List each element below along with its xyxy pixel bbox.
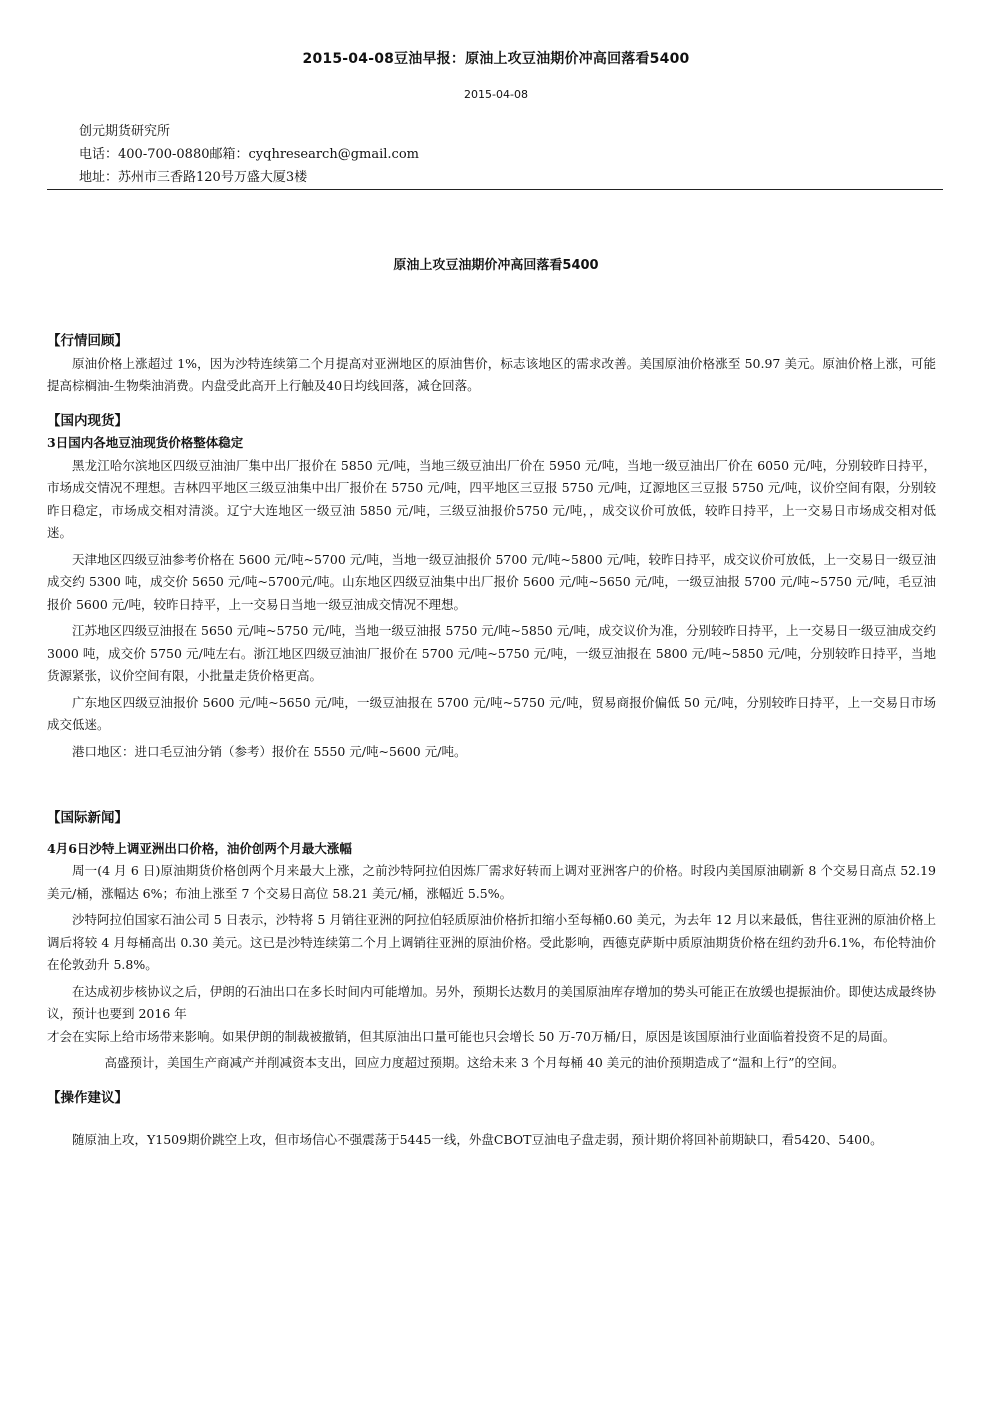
paragraph: 天津地区四级豆油参考价格在 5600 元/吨~5700 元/吨，当地一级豆油报价 5700 元/吨~5800 元/吨，较昨日持平，成交议价可放低，上一交易日一级豆油成交约 5300 吨，成交价 5650 元/吨~5700元/吨。山东地区四级豆油集中出厂报价 5600 元/吨~5650 元/吨，一级豆油报 5700 元/吨~5750 元/吨，毛豆油报价 5600 元/吨，较昨日持平，上一交易日当地一级豆油成交情况不理想。 — [47, 551, 936, 612]
section-intl-news — [47, 807, 936, 1075]
header-divider — [47, 189, 943, 190]
report-body — [47, 330, 936, 1156]
paragraph: 随原油上攻，Y1509期价跳空上攻，但市场信心不强震荡于5445一线，外盘CBOT豆油电子盘走弱，预计期价将回补前期缺口，看5420、5400。 — [72, 1132, 883, 1147]
paragraph: 沙特阿拉伯国家石油公司 5 日表示，沙特将 5 月销往亚洲的阿拉伯轻质原油价格折扣缩小至每桶0.60 美元，为去年 12 月以来最低，售往亚洲的原油价格上调后将较 4 月每桶高出 0.30 美元。这已是沙特连续第二个月上调销往亚洲的原油价格。受此影响，西德克萨斯中质原油期货价格在纽约劲升6.1%，布伦特油价在伦敦劲升 5.8%。 — [47, 912, 936, 972]
org-name: 创元期货研究所 — [79, 124, 171, 139]
paragraph: 港口地区：进口毛豆油分销（参考）报价在 5550 元/吨~5600 元/吨。 — [72, 743, 467, 759]
org-address: 地址：苏州市三香路120号万盛大厦3楼 — [79, 170, 308, 185]
section-heading: 【操作建议】 — [47, 1089, 128, 1106]
section-advice — [47, 1087, 936, 1152]
paragraph: 广东地区四级豆油报价 5600 元/吨~5650 元/吨，一级豆油报在 5700 元/吨~5750 元/吨，贸易商报价偏低 50 元/吨，分别较昨日持平，上一交易日市场成交低迷。 — [47, 694, 936, 732]
paragraph: 高盛预计，美国生产商减产并削减资本支出，回应力度超过预期。这给未来 3 个月每桶 40 美元的油价预期造成了“温和上行”的空间。 — [104, 1055, 845, 1070]
org-info — [79, 120, 419, 189]
paragraph: 周一(4 月 6 日)原油期货价格创两个月来最大上涨，之前沙特阿拉伯因炼厂需求好转而上调对亚洲客户的价格。时段内美国原油刷新 8 个交易日高点 52.19 美元/桶，涨幅达 6%；布油上涨至 7 个交易日高位 58.21 美元/桶，涨幅近 5.5%。 — [47, 863, 936, 901]
org-contact: 电话：400-700-0880邮箱：cyqhresearch@gmail.com — [79, 147, 419, 162]
section-review — [47, 330, 936, 398]
paragraph: 原油价格上涨超过 1%，因为沙特连续第二个月提高对亚洲地区的原油售价，标志该地区的需求改善。美国原油价格涨至 50.97 美元。原油价格上涨，可能提高棕榈油-生物柴油消费。内盘受此高开上行触及40日均线回落，减仓回落。 — [47, 355, 936, 393]
section-subheading: 3日国内各地豆油现货价格整体稳定 — [47, 435, 244, 450]
paragraph: 黑龙江哈尔滨地区四级豆油油厂集中出厂报价在 5850 元/吨，当地三级豆油出厂价在 5950 元/吨，当地一级豆油出厂价在 6050 元/吨，分别较昨日持平，市场成交情况不理想。吉林四平地区三级豆油集中出厂报价在 5750 元/吨，四平地区三豆报 5750 元/吨，辽源地区三豆报 5750 元/吨，议价空间有限，分别较昨日稳定，市场成交相对清淡。辽宁大连地区一级豆油 5850 元/吨，三级豆油报价5750 元/吨，，成交议价可放低，较昨日持平，上一交易日市场成交相对低迷。 — [47, 457, 936, 540]
section-domestic — [47, 410, 936, 764]
main-title: 原油上攻豆油期价冲高回落看5400 — [393, 258, 599, 273]
section-subheading: 4月6日沙特上调亚洲出口价格，油价创两个月最大涨幅 — [47, 840, 352, 856]
section-heading: 【国内现货】 — [47, 412, 128, 429]
section-heading: 【行情回顾】 — [47, 333, 128, 349]
document-title: 2015-04-08豆油早报：原油上攻豆油期价冲高回落看5400 — [302, 51, 690, 67]
paragraph: 才会在实际上给市场带来影响。如果伊朗的制裁被撤销，但其原油出口量可能也只会增长 50 万-70万桶/日，原因是该国原油行业面临着投资不足的局面。 — [47, 1028, 896, 1044]
paragraph: 在达成初步核协议之后，伊朗的石油出口在多长时间内可能增加。另外，预期长达数月的美国原油库存增加的势头可能正在放缓也提振油价。即使达成最终协议，预计也要到 2016 年 — [47, 983, 936, 1021]
paragraph: 江苏地区四级豆油报在 5650 元/吨~5750 元/吨，当地一级豆油报 5750 元/吨~5850 元/吨，成交议价为准，分别较昨日持平，上一交易日一级豆油成交约 3000 吨，成交价 5750 元/吨左右。浙江地区四级豆油油厂报价在 5700 元/吨~5750 元/吨，一级豆油报在 5800 元/吨~5850 元/吨，分别较昨日持平，当地货源紧张，议价空间有限，小批量走货价格更高。 — [47, 623, 936, 683]
document-date: 2015-04-08 — [464, 88, 528, 101]
section-heading: 【国际新闻】 — [47, 810, 128, 826]
